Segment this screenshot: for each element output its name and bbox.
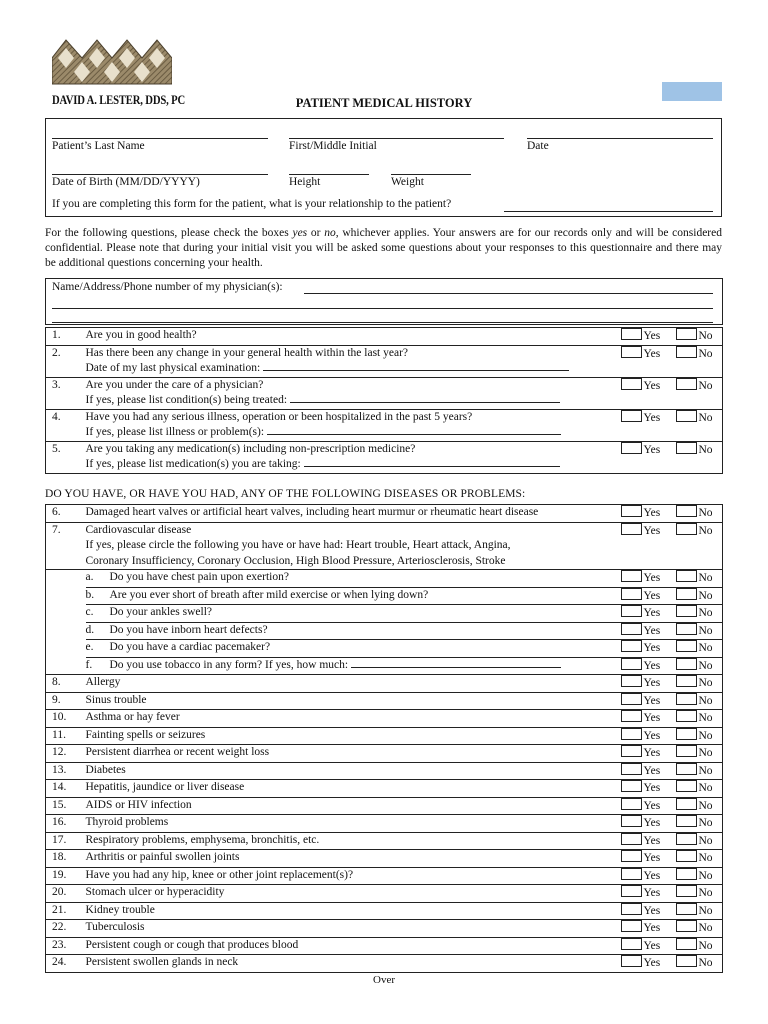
sub-question-row [46,622,723,640]
yes-label: Yes [643,817,661,829]
followup-field[interactable] [263,361,569,371]
no-label: No [698,607,713,619]
disease-row [46,885,723,903]
diseases-list-0-num: 8. [46,675,86,693]
diseases-list-15-text: Persistent cough or cough that produces blood [86,937,621,955]
diseases-sub-2-letter: c. [85,606,94,618]
questions-3-followup: If yes, please list illness or problem(s): [85,426,265,438]
no-label: No [698,443,713,456]
yes-checkbox[interactable] [621,328,642,340]
no-checkbox[interactable] [676,675,697,687]
no-checkbox[interactable] [676,640,697,652]
diseases-list-12-num: 20. [46,885,86,903]
disease-row [46,522,723,570]
yes-checkbox[interactable] [621,815,642,827]
disease-row [46,850,723,868]
no-label: No [698,764,713,777]
diseases-list-15-num: 23. [46,937,86,955]
yes-label: Yes [643,347,661,360]
no-checkbox[interactable] [676,920,697,932]
question-row [46,328,723,346]
followup-field[interactable] [304,457,560,467]
yes-label: Yes [643,799,661,812]
yes-label: Yes [643,887,661,899]
physician-field-3[interactable] [52,322,713,323]
yes-checkbox[interactable] [621,346,642,358]
patient-info-section [45,118,722,217]
no-checkbox[interactable] [676,442,697,454]
yes-checkbox[interactable] [621,955,642,967]
last-name-label: Patient’s Last Name [52,140,145,152]
yes-checkbox[interactable] [621,868,642,880]
questions-3-text: Have you had any serious illness, operation or been hospitalized in the past 5 years? [85,410,473,423]
disease-row [46,937,723,955]
yes-checkbox[interactable] [621,903,642,915]
disease-row [46,780,723,798]
yes-label: Yes [643,782,661,794]
height-label: Height [289,176,321,188]
no-checkbox[interactable] [676,710,697,722]
diseases-list-2-num: 10. [46,710,86,728]
no-label: No [698,922,713,934]
dob-field[interactable] [52,174,268,175]
no-checkbox[interactable] [676,588,697,600]
diseases-list-3-num: 11. [46,727,86,745]
diseases-sub-1-text: Are you ever short of breath after mild exercise or when lying down? [109,588,429,601]
no-checkbox[interactable] [676,903,697,915]
no-label: No [698,782,713,794]
yes-checkbox[interactable] [621,675,642,687]
yes-checkbox[interactable] [621,850,642,862]
questions-0-num: 1. [46,328,86,346]
physician-field-1[interactable] [304,293,713,294]
question-row [46,441,723,473]
diseases-sub-1-letter: b. [85,588,95,601]
yes-label: Yes [643,589,661,602]
disease-row [46,727,723,745]
diseases-list-6-num: 14. [46,780,86,798]
disease-row [46,815,723,833]
diseases-q6-num: 6. [46,505,86,523]
followup-field[interactable] [290,393,560,403]
diseases-q6-text: Damaged heart valves or artificial heart valves, including heart murmur or rheumatic heart disease [86,505,621,523]
questions-3-num: 4. [46,409,86,441]
yes-checkbox[interactable] [621,710,642,722]
disease-row [46,692,723,710]
question-row [46,409,723,441]
no-label: No [698,642,713,654]
no-label: No [698,677,713,689]
diseases-list-10-num: 18. [46,850,86,868]
diseases-list-4-num: 12. [46,745,86,763]
yes-label: Yes [643,747,661,759]
sub-question-row [46,657,723,675]
diseases-sub-2-text: Do your ankles swell? [109,606,213,618]
questions-0-text: Are you in good health? [86,328,621,346]
yes-label: Yes [643,572,661,584]
no-checkbox[interactable] [676,328,697,340]
questions-1-text: Has there been any change in your general health within the last year? [85,346,409,359]
diseases-list-1-num: 9. [46,692,86,710]
no-label: No [698,799,713,812]
disease-row [46,832,723,850]
no-checkbox[interactable] [676,938,697,950]
no-checkbox[interactable] [676,833,697,845]
diseases-list-1-text: Sinus trouble [86,692,621,710]
diseases-table [45,504,723,973]
diseases-list-13-num: 21. [46,902,86,920]
no-label: No [698,904,713,917]
diseases-list-5-text: Diabetes [86,762,621,780]
last-name-field[interactable] [52,138,268,139]
yes-label: Yes [643,852,661,864]
yes-checkbox[interactable] [621,745,642,757]
disease-row [46,867,723,885]
physician-section [45,278,723,325]
diseases-list-16-text: Persistent swollen glands in neck [86,955,621,973]
no-checkbox[interactable] [676,763,697,775]
relationship-field[interactable] [504,211,713,212]
yes-checkbox[interactable] [621,570,642,582]
diseases-list-7-num: 15. [46,797,86,815]
page-title: PATIENT MEDICAL HISTORY [295,96,473,110]
diseases-sub-3-text: Do you have inborn heart defects? [109,623,268,636]
date-label: Date [527,140,549,152]
no-label: No [698,747,713,759]
no-label: No [698,659,713,672]
no-checkbox[interactable] [676,523,697,535]
yes-checkbox[interactable] [621,763,642,775]
diseases-list-8-text: Thyroid problems [86,815,621,833]
diseases-list-4-text: Persistent diarrhea or recent weight loss [86,745,621,763]
no-label: No [698,694,713,707]
yes-label: Yes [643,764,661,777]
yes-label: Yes [643,624,661,637]
no-label: No [698,869,713,882]
yes-label: Yes [643,443,661,456]
yes-label: Yes [643,642,661,654]
sub-question-row [46,570,723,588]
no-checkbox[interactable] [676,780,697,792]
diseases-list-7-text: AIDS or HIV infection [86,797,621,815]
yes-label: Yes [643,904,661,917]
no-label: No [698,347,713,360]
diseases-list-16-num: 24. [46,955,86,973]
diseases-sub-5-text: Do you use tobacco in any form? If yes, how much: [109,658,349,671]
diseases-heading: DO YOU HAVE, OR HAVE YOU HAD, ANY OF THE FOLLOWING DISEASES OR PROBLEMS: [45,488,526,500]
no-checkbox[interactable] [676,815,697,827]
yes-checkbox[interactable] [621,523,642,535]
diseases-list-9-num: 17. [46,832,86,850]
question-row [46,345,723,377]
no-checkbox[interactable] [676,658,697,670]
date-field[interactable] [527,138,713,139]
yes-checkbox[interactable] [621,780,642,792]
no-checkbox[interactable] [676,346,697,358]
no-checkbox[interactable] [676,623,697,635]
no-label: No [698,330,713,342]
yes-checkbox[interactable] [621,588,642,600]
question-row [46,377,723,409]
first-middle-label: First/Middle Initial [289,140,377,152]
disease-row [46,902,723,920]
sub-question-row [46,640,723,658]
yes-checkbox[interactable] [621,442,642,454]
diseases-list-3-text: Fainting spells or seizures [86,727,621,745]
yes-checkbox[interactable] [621,920,642,932]
yes-label: Yes [643,607,661,619]
no-checkbox[interactable] [676,693,697,705]
no-checkbox[interactable] [676,955,697,967]
weight-label: Weight [391,176,424,188]
height-field[interactable] [289,174,369,175]
weight-field[interactable] [391,174,471,175]
questions-4-text: Are you taking any medication(s) including non-prescription medicine? [85,442,416,455]
questions-2-num: 3. [46,377,86,409]
physician-label: Name/Address/Phone number of my physician(s): [52,281,283,293]
yes-checkbox[interactable] [621,505,642,517]
yes-checkbox[interactable] [621,833,642,845]
diseases-list-12-text: Stomach ulcer or hyperacidity [86,885,621,903]
instructions-or-word: or [307,227,325,239]
no-checkbox[interactable] [676,728,697,740]
no-label: No [698,712,713,724]
diseases-sub-4-letter: e. [85,641,94,653]
disease-row [46,797,723,815]
page-footer: Over [373,974,395,986]
questions-1-num: 2. [46,345,86,377]
physician-field-2[interactable] [52,308,713,309]
no-checkbox[interactable] [676,868,697,880]
yes-label: Yes [643,659,661,672]
diseases-list-11-text: Have you had any hip, knee or other joint replacement(s)? [86,867,621,885]
yes-checkbox[interactable] [621,938,642,950]
sub-question-row [46,605,723,623]
no-label: No [698,379,713,392]
disease-row [46,505,723,523]
disease-row [46,710,723,728]
diseases-q7-detail1: If yes, please circle the following you have or have had: Heart trouble, Heart attack, Angina, [85,539,511,551]
no-label: No [698,589,713,602]
yes-label: Yes [643,524,661,537]
yes-label: Yes [643,379,661,392]
yes-checkbox[interactable] [621,605,642,617]
diseases-q7-text: Cardiovascular disease [85,523,192,536]
no-checkbox[interactable] [676,885,697,897]
no-label: No [698,411,713,424]
yes-checkbox[interactable] [621,623,642,635]
yes-label: Yes [643,677,661,689]
diseases-sub-0-letter: a. [85,571,94,583]
diseases-list-11-num: 19. [46,867,86,885]
diseases-list-14-num: 22. [46,920,86,938]
yes-label: Yes [643,729,661,742]
yes-label: Yes [643,411,661,424]
instructions-text [45,226,722,271]
practice-logo [52,38,172,86]
no-checkbox[interactable] [676,798,697,810]
diseases-list-13-text: Kidney trouble [86,902,621,920]
practice-name: DAVID A. LESTER, DDS, PC [52,92,186,107]
yes-label: Yes [643,330,661,342]
no-label: No [698,729,713,742]
disease-row [46,762,723,780]
instructions-part1: For the following questions, please check the boxes [45,227,293,239]
diseases-list-8-num: 16. [46,815,86,833]
diseases-list-10-text: Arthritis or painful swollen joints [86,850,621,868]
yes-label: Yes [643,712,661,724]
no-label: No [698,887,713,899]
no-label: No [698,817,713,829]
questions-4-followup: If yes, please list medication(s) you are taking: [85,458,301,470]
disease-row [46,920,723,938]
relationship-label: If you are completing this form for the patient, what is your relationship to the patient? [52,198,452,210]
disease-row [46,955,723,973]
yes-label: Yes [643,922,661,934]
yes-checkbox[interactable] [621,410,642,422]
questions-4-num: 5. [46,441,86,473]
general-questions-table [45,327,723,474]
disease-row [46,745,723,763]
diseases-q7-detail2: Coronary Insufficiency, Coronary Occlusion, High Blood Pressure, Arteriosclerosis, Stroke [85,554,506,567]
yes-checkbox[interactable] [621,378,642,390]
followup-field[interactable] [267,425,561,435]
no-label: No [698,507,713,519]
instructions-part2: , whichever applies. Your answers are for our records only and will be considered confidential. Please note that during your initial visit you will be asked some questions about your responses to this questionnaire and there may be additional questions concerning your health. [45,227,722,269]
no-label: No [698,524,713,537]
yes-checkbox[interactable] [621,640,642,652]
diseases-list-2-text: Asthma or hay fever [86,710,621,728]
tobacco-amount-field[interactable] [351,658,561,668]
no-checkbox[interactable] [676,505,697,517]
yes-label: Yes [643,869,661,882]
diseases-list-0-text: Allergy [86,675,621,693]
no-checkbox[interactable] [676,410,697,422]
diseases-sub-0-text: Do you have chest pain upon exertion? [109,571,289,583]
no-label: No [698,852,713,864]
diseases-sub-4-text: Do you have a cardiac pacemaker? [109,641,271,653]
sub-question-row [46,587,723,605]
first-middle-field[interactable] [289,138,504,139]
no-label: No [698,572,713,584]
yes-label: Yes [643,834,661,847]
yes-checkbox[interactable] [621,798,642,810]
questions-2-followup: If yes, please list condition(s) being treated: [85,394,288,406]
yes-checkbox[interactable] [621,693,642,705]
yes-label: Yes [643,957,661,969]
yes-checkbox[interactable] [621,658,642,670]
no-checkbox[interactable] [676,850,697,862]
no-label: No [698,624,713,637]
yes-label: Yes [643,507,661,519]
no-checkbox[interactable] [676,605,697,617]
no-checkbox[interactable] [676,570,697,582]
diseases-q7-num: 7. [46,522,86,570]
instructions-yes-word: yes [292,227,308,239]
diseases-list-6-text: Hepatitis, jaundice or liver disease [86,780,621,798]
yes-label: Yes [643,939,661,952]
no-checkbox[interactable] [676,745,697,757]
no-label: No [698,939,713,952]
no-label: No [698,957,713,969]
no-checkbox[interactable] [676,378,697,390]
questions-2-text: Are you under the care of a physician? [85,378,264,391]
form-id-box [662,82,722,101]
questions-1-followup: Date of my last physical examination: [85,362,261,374]
disease-row [46,675,723,693]
diseases-list-9-text: Respiratory problems, emphysema, bronchitis, etc. [86,832,621,850]
dob-label: Date of Birth (MM/DD/YYYY) [52,176,200,188]
diseases-sub-3-letter: d. [85,623,95,636]
diseases-sub-5-letter: f. [85,658,93,671]
yes-label: Yes [643,694,661,707]
yes-checkbox[interactable] [621,885,642,897]
yes-checkbox[interactable] [621,728,642,740]
diseases-list-14-text: Tuberculosis [86,920,621,938]
instructions-no-word: no [324,227,336,239]
diseases-list-5-num: 13. [46,762,86,780]
no-label: No [698,834,713,847]
